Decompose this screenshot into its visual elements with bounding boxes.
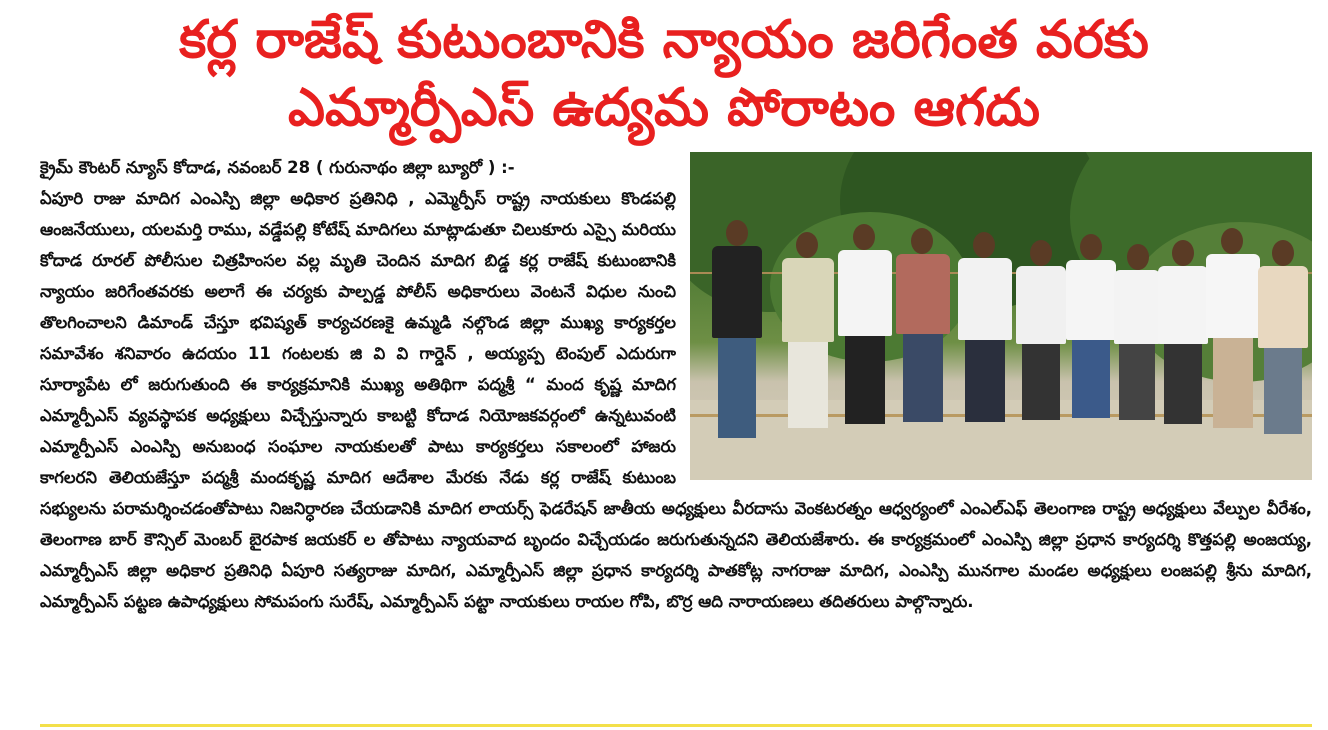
article-dateline: క్రైమ్ కౌంటర్ న్యూస్ కోదాడ, నవంబర్ 28 ( గురునాథం జిల్లా బ్యూరో ) :- xyxy=(40,158,515,177)
group-photo xyxy=(690,152,1312,480)
headline-line-1: కర్ల రాజేష్ కుటుంబానికి న్యాయం జరిగేంత వరకు xyxy=(179,10,1149,70)
bottom-rule xyxy=(40,724,1312,727)
article xyxy=(40,152,1312,722)
article-body: ఏపూరి రాజు మాదిగ ఎంఎస్పి జిల్లా అధికార ప్రతినిధి , ఎమ్మెర్పీస్ రాష్ట్ర నాయకులు కొండపల్లి ఆంజనేయులు, యలమర్తి రాము, వడ్డేపల్లి కోటేష్ మాదిగలు మాట్లాడుతూ చిలుకూరు ఎస్సై మరియు కోదాడ రూరల్ పోలీసుల చిత్రహింసల వల్ల మృతి చెందిన మాదిగ బిడ్డ కర్ల రాజేష్ కుటుంబానికి న్యాయం జరిగేంతవరకు అలాగే ఈ చర్యకు పాల్పడ్డ పోలీస్ అధికారులు వెంటనే విధుల నుంచి తొలగించాలని డిమాండ్ చేస్తూ భవిష్యత్ కార్యచరణకై ఉమ్మడి నల్గొండ జిల్లా ముఖ్య కార్యకర్తల సమావేశం శనివారం ఉదయం 11 గంటలకు జి వి వి గార్డెన్ , అయ్యప్ప టెంపుల్ ఎదురుగా సూర్యాపేట లో జరుగుతుంది ఈ కార్యక్రమానికి ముఖ్య అతిథిగా పద్మశ్రీ “ మంద కృష్ణ మాదిగ ఎమ్మార్పీఎస్ వ్యవస్థాపక అధ్యక్షులు విచ్చేస్తున్నారు కాబట్టి కోదాడ నియోజకవర్గంలో ఉన్నటువంటి ఎమ్మార్పీఎస్ ఎంఎస్పి అనుబంధ సంఘాల నాయకులతో పాటు కార్యకర్తలు సకాలంలో హాజరు కాగలరని తెలియజేస్తూ పద్మశ్రీ మందకృష్ణ మాదిగ ఆదేశాల మేరకు నేడు కర్ల రాజేష్ కుటుంబ సభ్యులను పరామర్శించడంతోపాటు నిజనిర్ధారణ చేయడానికి మాదిగ లాయర్స్ ఫెడరేషన్ జాతీయ అధ్యక్షులు వీరదాసు వెంకటరత్నం ఆధ్వర్యంలో ఎంఎల్ఎఫ్ తెలంగాణ రాష్ట్ర అధ్యక్షులు వేల్పుల వీరేశం, తెలంగాణ బార్ కౌన్సిల్ మెంబర్ బైరపాక జయకర్ ల తోపాటు న్యాయవాద బృందం విచ్చేయడం జరుగుతున్నదని తెలియజేశారు. ఈ కార్యక్రమంలో ఎంఎస్పి జిల్లా ప్రధాన కార్యదర్శి కొత్తపల్లి అంజయ్య, ఎమ్మార్పీఎస్ జిల్లా అధికార ప్రతినిధి ఏపూరి సత్యరాజు మాదిగ, ఎమ్మార్పీఎస్ జిల్లా ప్రధాన కార్యదర్శి పాతకోట్ల నాగరాజు మాదిగ, ఎంఎస్పి మునగాల మండల అధ్యక్షులు లంజపల్లి శ్రీను మాదిగ, ఎమ్మార్పీఎస్ పట్టణ ఉపాధ్యక్షులు సోమపంగు సురేష్, ఎమ్మార్పీఎస్ పట్టా నాయకులు రాయల గోపి, బొర్ర ఆది నారాయణలు తదితరులు పాల్గొన్నారు. xyxy=(40,189,1312,611)
headline-line-2: ఎమ్మార్పీఎస్ ఉద్యమ పోరాటం ఆగదు xyxy=(288,78,1040,138)
